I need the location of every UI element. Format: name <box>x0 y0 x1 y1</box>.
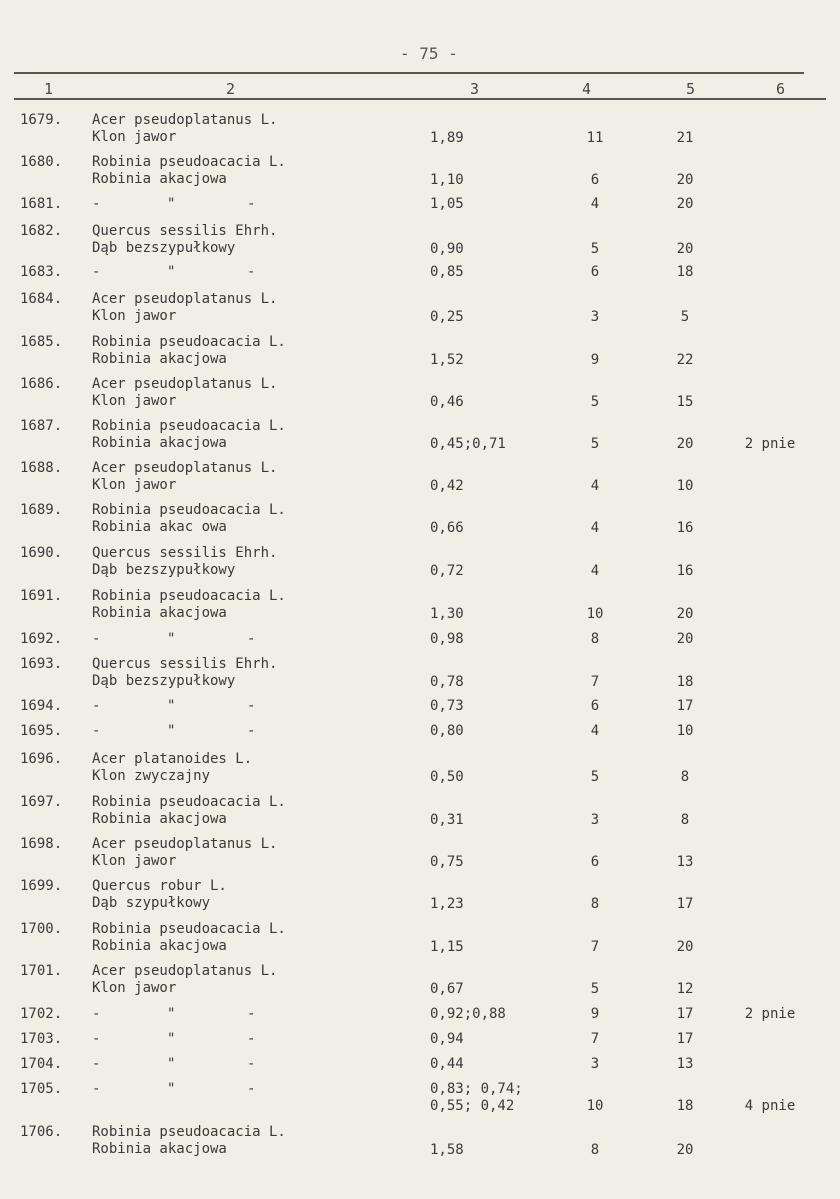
row-number: 1696. <box>20 751 63 767</box>
latin-name: Robinia pseudoacacia L. <box>92 418 286 434</box>
ditto-mark: " <box>167 723 176 739</box>
col4-value: 10 <box>586 1098 604 1114</box>
col5-value: 20 <box>676 172 694 188</box>
col5-value: 20 <box>676 631 694 647</box>
latin-name: Robinia pseudoacacia L. <box>92 1124 286 1140</box>
polish-name: Dąb bezszypułkowy <box>92 240 236 256</box>
col4-value: 3 <box>590 812 600 828</box>
ditto-mark: " <box>167 1006 176 1022</box>
note: 2 pnie <box>744 1006 796 1022</box>
row-number: 1704. <box>20 1056 63 1072</box>
col5-value: 13 <box>676 854 694 870</box>
row-number: 1687. <box>20 418 63 434</box>
measure-value: 0,72 <box>430 563 464 579</box>
measure-value: 0,98 <box>430 631 464 647</box>
col5-value: 22 <box>676 352 694 368</box>
ditto-mark: - <box>92 1056 101 1072</box>
header-rule <box>14 98 826 100</box>
ditto-mark: - <box>247 1056 256 1072</box>
measure-value: 0,75 <box>430 854 464 870</box>
col5-value: 18 <box>676 1098 694 1114</box>
col5-value: 16 <box>676 520 694 536</box>
header-col-5: 5 <box>686 80 696 98</box>
polish-name: Robinia akac owa <box>92 519 227 535</box>
latin-name: Robinia pseudoacacia L. <box>92 588 286 604</box>
row-number: 1680. <box>20 154 63 170</box>
measure-value: 0,31 <box>430 812 464 828</box>
latin-name: Robinia pseudoacacia L. <box>92 334 286 350</box>
polish-name: Robinia akacjowa <box>92 351 227 367</box>
col5-value: 17 <box>676 896 694 912</box>
col5-value: 17 <box>676 1031 694 1047</box>
col4-value: 6 <box>590 698 600 714</box>
latin-name: Robinia pseudoacacia L. <box>92 502 286 518</box>
latin-name: Quercus sessilis Ehrh. <box>92 656 278 672</box>
col4-value: 7 <box>590 674 600 690</box>
col4-value: 7 <box>590 1031 600 1047</box>
col4-value: 6 <box>590 172 600 188</box>
row-number: 1689. <box>20 502 63 518</box>
col4-value: 5 <box>590 436 600 452</box>
ditto-mark: - <box>247 264 256 280</box>
row-number: 1690. <box>20 545 63 561</box>
measure-value: 0,92;0,88 <box>430 1006 506 1022</box>
polish-name: Klon jawor <box>92 980 177 996</box>
row-number: 1698. <box>20 836 63 852</box>
measure-value: 0,67 <box>430 981 464 997</box>
measure-value-line1: 0,83; 0,74; <box>430 1081 523 1097</box>
col4-value: 8 <box>590 896 600 912</box>
latin-name: Acer pseudoplatanus L. <box>92 376 278 392</box>
ditto-mark: - <box>92 1081 101 1097</box>
row-number: 1684. <box>20 291 63 307</box>
polish-name: Robinia akacjowa <box>92 605 227 621</box>
col5-value: 12 <box>676 981 694 997</box>
col5-value: 13 <box>676 1056 694 1072</box>
polish-name: Dąb szypułkowy <box>92 895 211 911</box>
col5-value: 18 <box>676 264 694 280</box>
col4-value: 9 <box>590 352 600 368</box>
ditto-mark: - <box>247 1031 256 1047</box>
ditto-mark: - <box>92 264 101 280</box>
measure-value: 0,66 <box>430 520 464 536</box>
measure-value: 0,73 <box>430 698 464 714</box>
latin-name: Acer pseudoplatanus L. <box>92 291 278 307</box>
col5-value: 8 <box>680 769 690 785</box>
header-col-4: 4 <box>582 80 592 98</box>
header-col-2: 2 <box>226 80 236 98</box>
col5-value: 8 <box>680 812 690 828</box>
col4-value: 7 <box>590 939 600 955</box>
col4-value: 6 <box>590 264 600 280</box>
ditto-mark: - <box>92 1006 101 1022</box>
ditto-mark: " <box>167 264 176 280</box>
row-number: 1694. <box>20 698 63 714</box>
measure-value: 1,52 <box>430 352 464 368</box>
polish-name: Klon jawor <box>92 393 177 409</box>
measure-value: 0,90 <box>430 241 464 257</box>
col5-value: 18 <box>676 674 694 690</box>
polish-name: Robinia akacjowa <box>92 171 227 187</box>
ditto-mark: - <box>92 196 101 212</box>
col4-value: 11 <box>586 130 604 146</box>
measure-value: 0,46 <box>430 394 464 410</box>
col4-value: 3 <box>590 1056 600 1072</box>
row-number: 1697. <box>20 794 63 810</box>
row-number: 1685. <box>20 334 63 350</box>
row-number: 1686. <box>20 376 63 392</box>
latin-name: Robinia pseudoacacia L. <box>92 921 286 937</box>
col4-value: 10 <box>586 606 604 622</box>
col5-value: 5 <box>680 309 690 325</box>
row-number: 1700. <box>20 921 63 937</box>
col5-value: 15 <box>676 394 694 410</box>
col4-value: 4 <box>590 196 600 212</box>
row-number: 1695. <box>20 723 63 739</box>
row-number: 1683. <box>20 264 63 280</box>
col4-value: 4 <box>590 520 600 536</box>
latin-name: Quercus sessilis Ehrh. <box>92 545 278 561</box>
col5-value: 20 <box>676 606 694 622</box>
polish-name: Dąb bezszypułkowy <box>92 562 236 578</box>
col5-value: 17 <box>676 698 694 714</box>
header-col-1: 1 <box>44 80 54 98</box>
measure-value: 1,10 <box>430 172 464 188</box>
ditto-mark: " <box>167 196 176 212</box>
measure-value: 0,44 <box>430 1056 464 1072</box>
ditto-mark: - <box>92 1031 101 1047</box>
measure-value: 0,85 <box>430 264 464 280</box>
polish-name: Klon jawor <box>92 853 177 869</box>
ditto-mark: - <box>247 698 256 714</box>
row-number: 1699. <box>20 878 63 894</box>
col4-value: 9 <box>590 1006 600 1022</box>
measure-value: 0,25 <box>430 309 464 325</box>
row-number: 1701. <box>20 963 63 979</box>
note: 2 pnie <box>744 436 796 452</box>
ditto-mark: " <box>167 698 176 714</box>
col4-value: 8 <box>590 1142 600 1158</box>
latin-name: Acer pseudoplatanus L. <box>92 460 278 476</box>
latin-name: Acer pseudoplatanus L. <box>92 112 278 128</box>
measure-value: 0,50 <box>430 769 464 785</box>
top-rule <box>14 72 804 74</box>
measure-value: 0,42 <box>430 478 464 494</box>
measure-value: 1,15 <box>430 939 464 955</box>
header-col-3: 3 <box>470 80 480 98</box>
polish-name: Robinia akacjowa <box>92 938 227 954</box>
latin-name: Acer platanoides L. <box>92 751 253 767</box>
row-number: 1691. <box>20 588 63 604</box>
polish-name: Dąb bezszypułkowy <box>92 673 236 689</box>
col5-value: 20 <box>676 1142 694 1158</box>
row-number: 1703. <box>20 1031 63 1047</box>
col5-value: 16 <box>676 563 694 579</box>
row-number: 1682. <box>20 223 63 239</box>
ditto-mark: - <box>247 1081 256 1097</box>
col5-value: 20 <box>676 196 694 212</box>
header-col-6: 6 <box>776 80 786 98</box>
measure-value: 0,78 <box>430 674 464 690</box>
row-number: 1706. <box>20 1124 63 1140</box>
ditto-mark: " <box>167 1031 176 1047</box>
page-number: - 75 - <box>400 44 458 63</box>
latin-name: Robinia pseudoacacia L. <box>92 794 286 810</box>
ditto-mark: - <box>92 723 101 739</box>
measure-value: 0,80 <box>430 723 464 739</box>
polish-name: Robinia akacjowa <box>92 1141 227 1157</box>
col5-value: 10 <box>676 723 694 739</box>
col4-value: 4 <box>590 723 600 739</box>
row-number: 1681. <box>20 196 63 212</box>
measure-value: 0,45;0,71 <box>430 436 506 452</box>
ditto-mark: " <box>167 1081 176 1097</box>
row-number: 1705. <box>20 1081 63 1097</box>
col5-value: 10 <box>676 478 694 494</box>
col5-value: 20 <box>676 436 694 452</box>
ditto-mark: " <box>167 631 176 647</box>
ditto-mark: - <box>92 698 101 714</box>
ditto-mark: - <box>247 196 256 212</box>
ditto-mark: - <box>247 723 256 739</box>
ditto-mark: " <box>167 1056 176 1072</box>
col4-value: 5 <box>590 241 600 257</box>
col5-value: 17 <box>676 1006 694 1022</box>
polish-name: Klon zwyczajny <box>92 768 211 784</box>
col4-value: 4 <box>590 478 600 494</box>
polish-name: Klon jawor <box>92 477 177 493</box>
ditto-mark: - <box>247 1006 256 1022</box>
measure-value: 1,30 <box>430 606 464 622</box>
col4-value: 6 <box>590 854 600 870</box>
row-number: 1702. <box>20 1006 63 1022</box>
row-number: 1688. <box>20 460 63 476</box>
row-number: 1693. <box>20 656 63 672</box>
measure-value: 1,89 <box>430 130 464 146</box>
col5-value: 20 <box>676 939 694 955</box>
col4-value: 4 <box>590 563 600 579</box>
note: 4 pnie <box>744 1098 796 1114</box>
latin-name: Quercus sessilis Ehrh. <box>92 223 278 239</box>
polish-name: Klon jawor <box>92 129 177 145</box>
col4-value: 5 <box>590 769 600 785</box>
ditto-mark: - <box>92 631 101 647</box>
polish-name: Robinia akacjowa <box>92 811 227 827</box>
measure-value: 0,94 <box>430 1031 464 1047</box>
col4-value: 8 <box>590 631 600 647</box>
col5-value: 20 <box>676 241 694 257</box>
col5-value: 21 <box>676 130 694 146</box>
measure-value: 0,55; 0,42 <box>430 1098 515 1114</box>
measure-value: 1,58 <box>430 1142 464 1158</box>
latin-name: Acer pseudoplatanus L. <box>92 836 278 852</box>
latin-name: Quercus robur L. <box>92 878 227 894</box>
measure-value: 1,23 <box>430 896 464 912</box>
row-number: 1692. <box>20 631 63 647</box>
col4-value: 5 <box>590 981 600 997</box>
latin-name: Robinia pseudoacacia L. <box>92 154 286 170</box>
latin-name: Acer pseudoplatanus L. <box>92 963 278 979</box>
ditto-mark: - <box>247 631 256 647</box>
polish-name: Klon jawor <box>92 308 177 324</box>
polish-name: Robinia akacjowa <box>92 435 227 451</box>
col4-value: 5 <box>590 394 600 410</box>
col4-value: 3 <box>590 309 600 325</box>
measure-value: 1,05 <box>430 196 464 212</box>
row-number: 1679. <box>20 112 63 128</box>
